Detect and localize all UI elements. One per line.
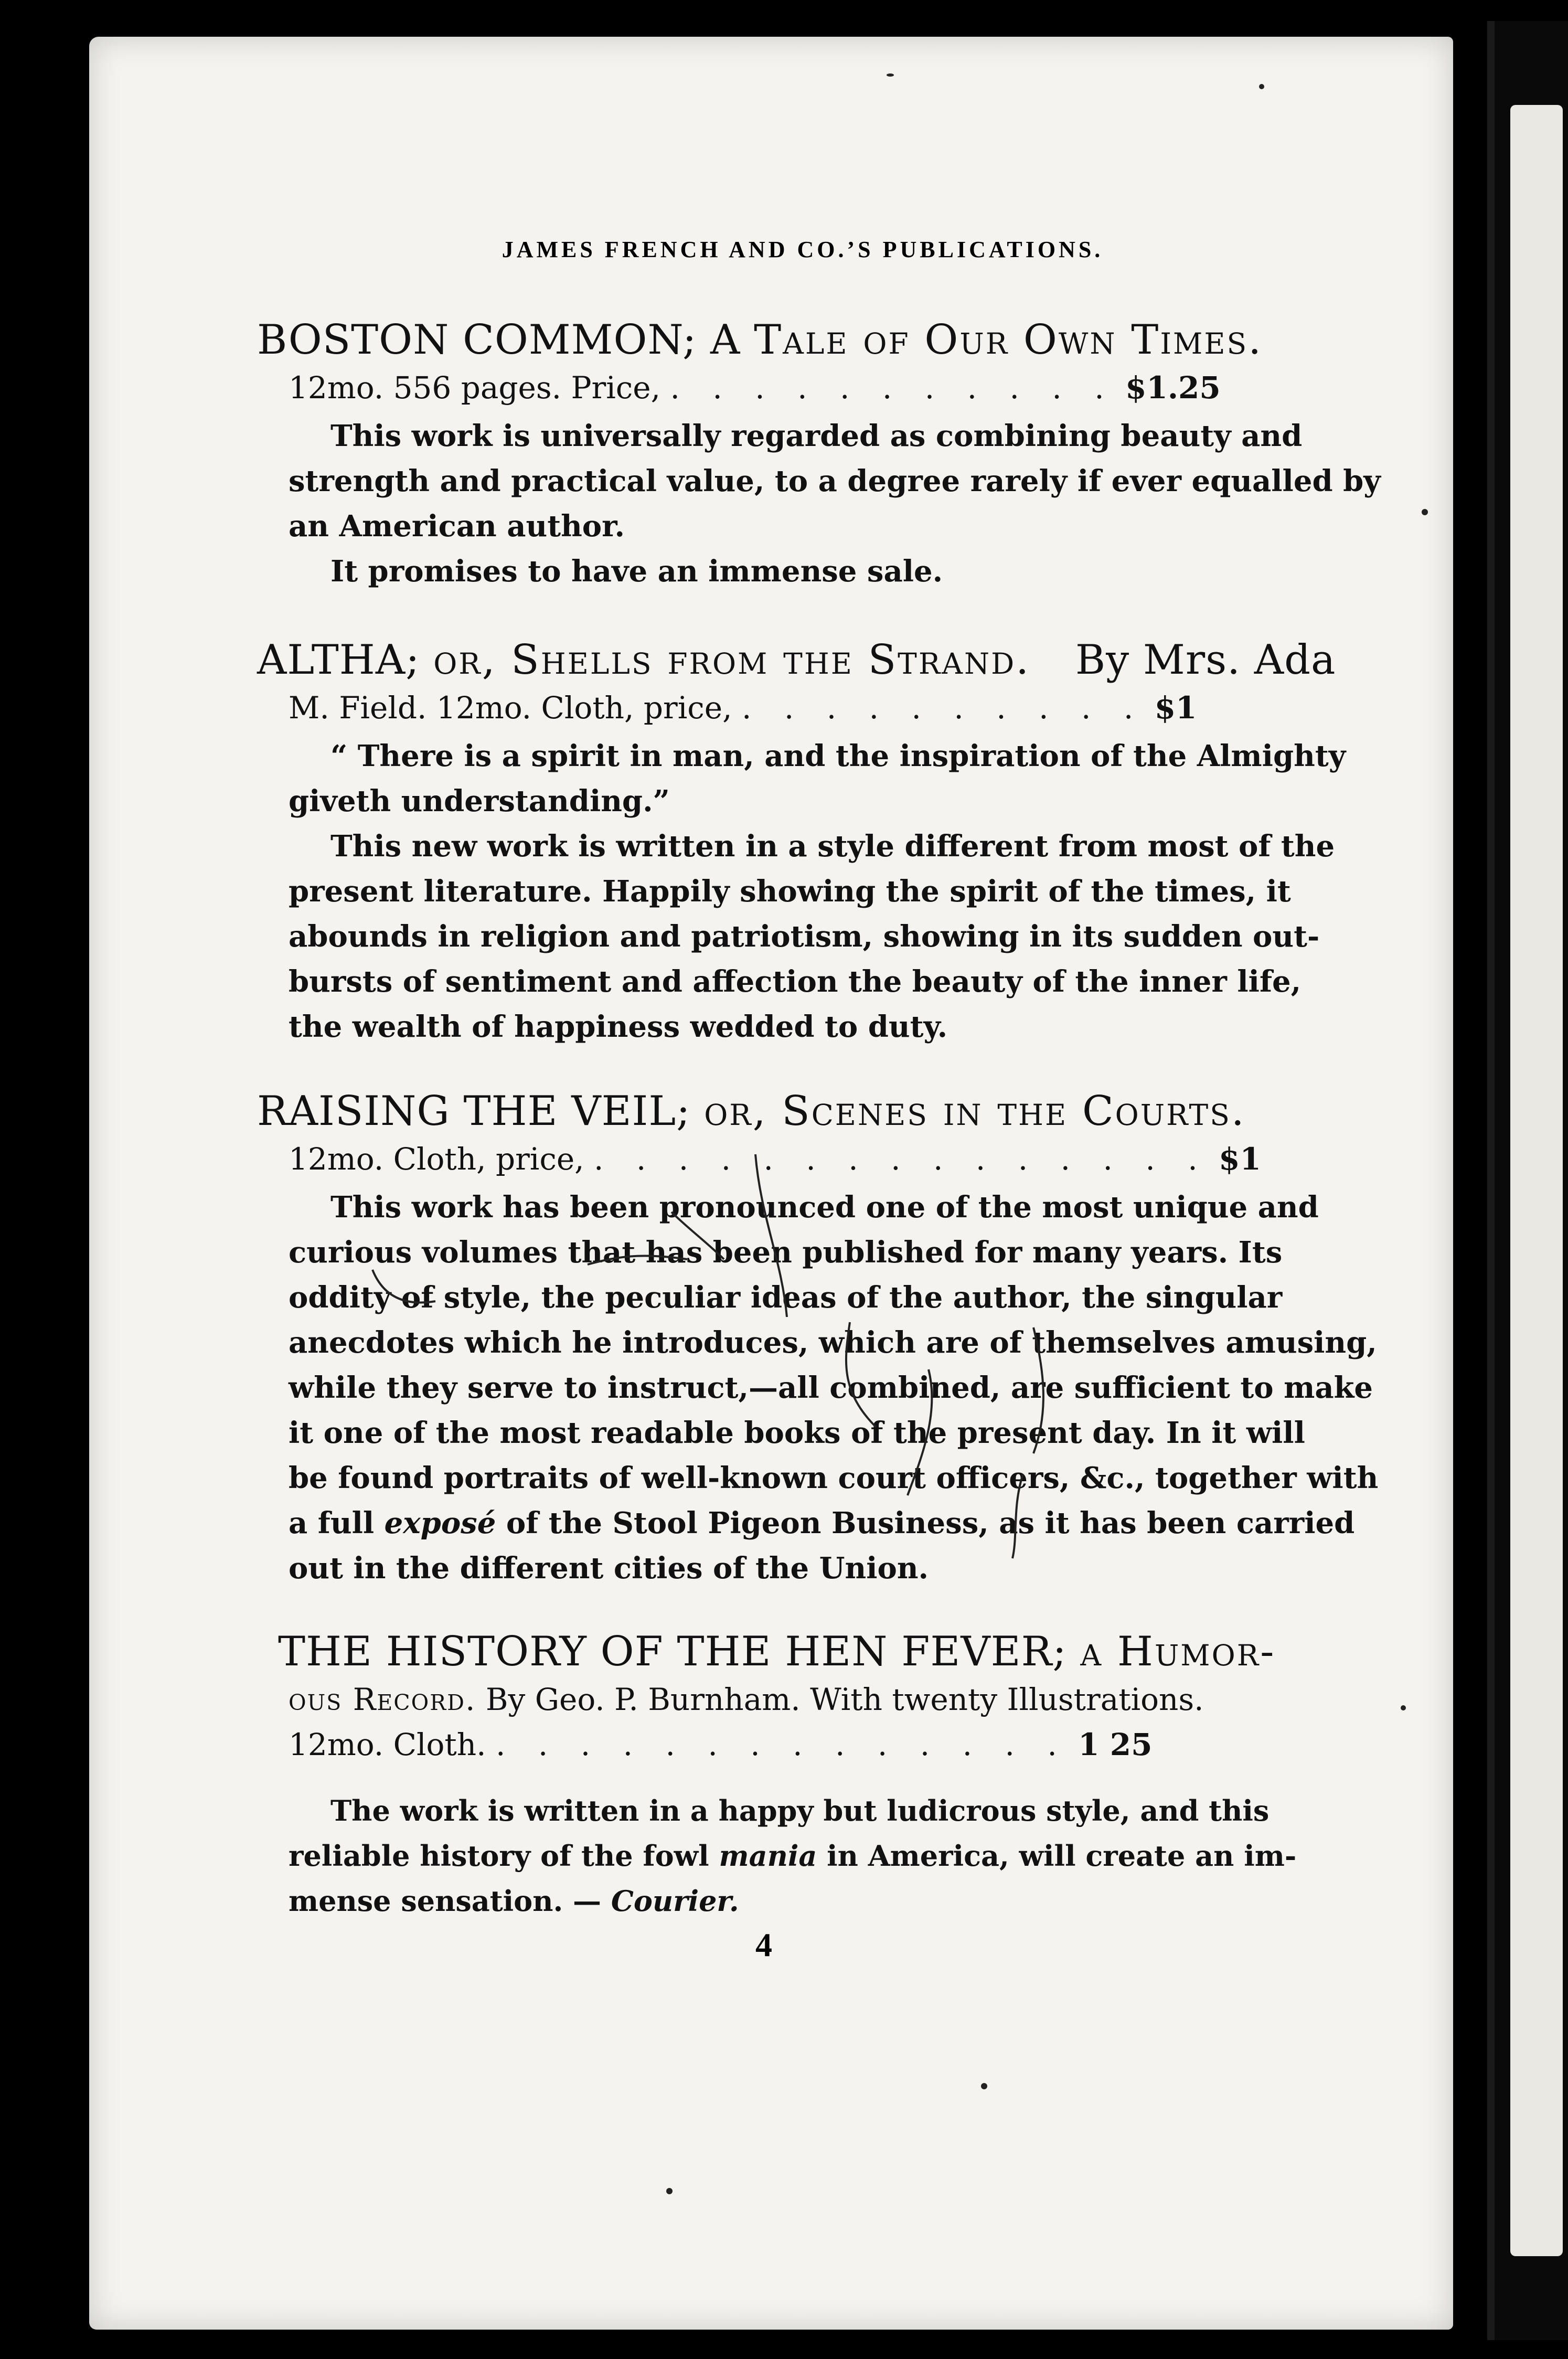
entry-body-line: a full exposé of the Stool Pigeon Business, as it has been carried (289, 1506, 1355, 1540)
entry-body-line: an American author. (289, 509, 625, 544)
entry-body-line: This new work is written in a style different from most of the (330, 829, 1335, 864)
print-speck (666, 2188, 673, 2194)
entry-title: RAISING THE VEIL; or, Scenes in the Courts. (257, 1088, 1246, 1135)
entry-body-line: reliable history of the fowl mania in America, will create an im- (289, 1839, 1297, 1873)
adjacent-page-edge (1487, 21, 1568, 2340)
entry-body-line: strength and practical value, to a degree rarely if ever equalled by (289, 464, 1381, 498)
entry-body-line: bursts of sentiment and affection the beauty of the inner life, (289, 964, 1302, 999)
print-speck (887, 73, 894, 77)
entry-body-line: present literature. Happily showing the spirit of the times, it (289, 874, 1291, 909)
entry-body-line: anecdotes which he introduces, which are of themselves amusing, (289, 1325, 1377, 1360)
price: $1 (1154, 690, 1197, 726)
entry-quote-line: giveth understanding.” (289, 784, 670, 819)
entry-body-line: while they serve to instruct,—all combined, are sufficient to make (289, 1370, 1373, 1405)
entry-body-line: It promises to have an immense sale. (330, 554, 943, 589)
print-speck (981, 2083, 987, 2089)
entry-body-line: be found portraits of well-known court officers, &c., together with (289, 1461, 1379, 1495)
entry-body-line: This work has been pronounced one of the most unique and (330, 1190, 1319, 1225)
entry-quote-line: “ There is a spirit in man, and the inspiration of the Almighty (330, 739, 1346, 773)
entry-altha (257, 635, 1346, 1049)
print-speck (1259, 84, 1264, 89)
entry-hen-fever (257, 1627, 1296, 1924)
entry-title: BOSTON COMMON; A Tale of Our Own Times. (257, 316, 1263, 364)
entry-body-line: oddity of style, the peculiar ideas of the author, the singular (289, 1280, 1283, 1315)
entry-body-line: curious volumes that has been published for many years. Its (289, 1235, 1283, 1270)
entry-title: ALTHA; or, Shells from the Strand. By Mrs. Ada (257, 636, 1336, 684)
entry-boston-common (257, 315, 1381, 594)
entry-raising-the-veil (257, 1086, 1378, 1591)
entry-meta: 12mo. Cloth. . . . . . . . . . . . . . . 1 25 (289, 1727, 1153, 1762)
entry-title-continued: ous Record. By Geo. P. Burnham. With twenty Illustrations. (289, 1682, 1204, 1717)
running-head: JAMES FRENCH AND CO.’S PUBLICATIONS. (502, 237, 1104, 262)
print-speck (1422, 509, 1428, 515)
entry-body-line: The work is written in a happy but ludicrous style, and this (330, 1794, 1270, 1827)
entry-body-line: it one of the most readable books of the present day. In it will (289, 1416, 1305, 1450)
entry-title: THE HISTORY OF THE HEN FEVER; a Humor- (278, 1628, 1276, 1675)
price: $1.25 (1125, 370, 1221, 406)
entry-body-line: out in the different cities of the Union. (289, 1551, 929, 1586)
print-speck (1401, 1705, 1406, 1710)
entry-body-line: abounds in religion and patriotism, showing in its sudden out- (289, 919, 1320, 954)
book-page (89, 37, 1453, 2330)
entry-body-line: the wealth of happiness wedded to duty. (289, 1010, 948, 1044)
entry-meta: 12mo. 556 pages. Price, . . . . . . . . . . . $1.25 (289, 370, 1221, 406)
entry-body-line: This work is universally regarded as combining beauty and (330, 419, 1303, 453)
price: 1 25 (1078, 1727, 1153, 1762)
page-number: 4 (755, 1926, 772, 1963)
price: $1 (1219, 1141, 1261, 1177)
entry-meta: M. Field. 12mo. Cloth, price, . . . . . . . . . . $1 (289, 690, 1197, 726)
entry-body-line: mense sensation. — Courier. (289, 1884, 739, 1918)
entry-meta: 12mo. Cloth, price, . . . . . . . . . . . . . . . $1 (289, 1141, 1261, 1177)
